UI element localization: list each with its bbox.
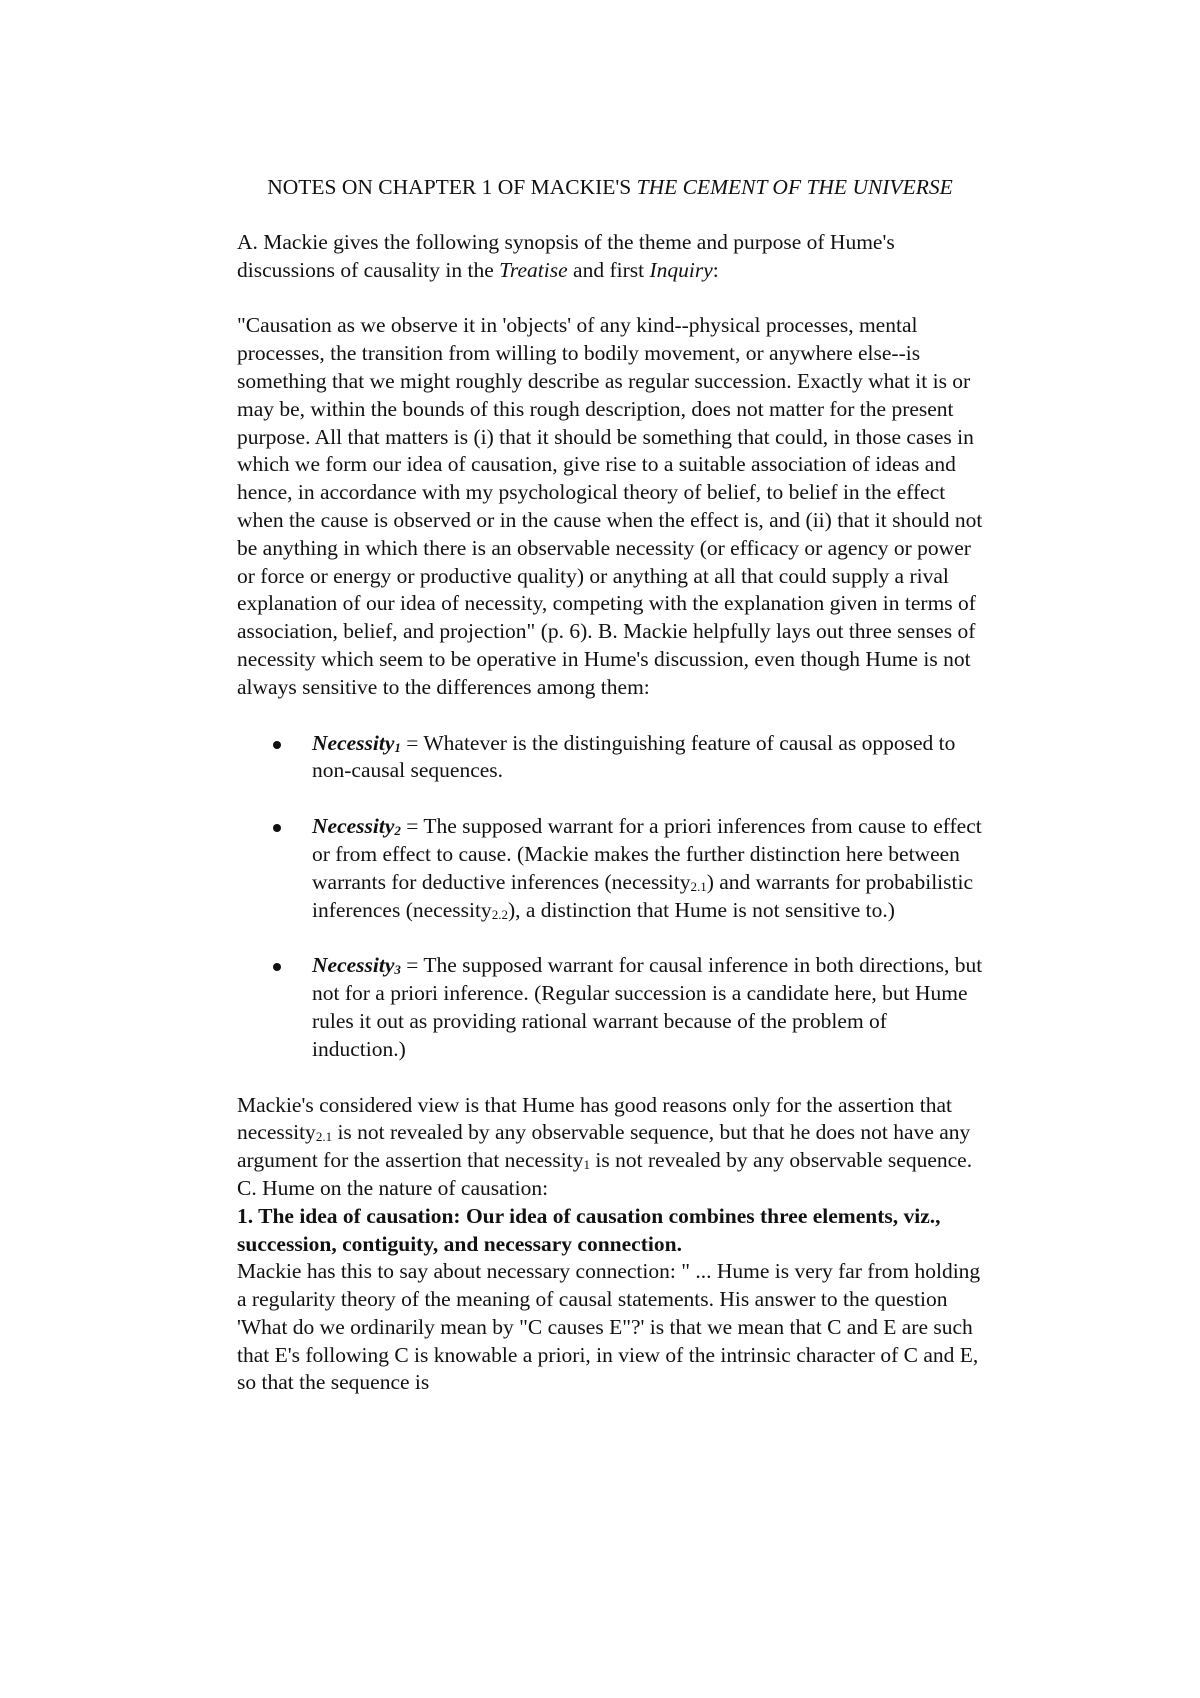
subscript-1: 1 bbox=[583, 1157, 590, 1173]
considered-text-3: is not revealed by any observable sequence. bbox=[590, 1148, 973, 1173]
intro-inquiry: Inquiry bbox=[649, 257, 713, 282]
subscript-2-2: 2.2 bbox=[491, 906, 508, 922]
list-item-necessity-2 bbox=[237, 813, 983, 924]
necessary-connection-text: Mackie has this to say about necessary connection: " ... Hume is very far from holding a regularity theory of the meaning of causal statements. His answer to the question 'What do we ordinarily mean by "C causes E"?' is that we mean that C and E are such that E's following C is knowable a priori, in view of the intrinsic character of C and E, so that the sequence is bbox=[237, 1259, 981, 1395]
bullet-icon bbox=[273, 824, 281, 832]
intro-text-2: and first bbox=[567, 257, 650, 282]
necessity-list bbox=[237, 730, 983, 1064]
term-definition-2: ) and warrants for probabilistic inferences (necessity bbox=[312, 869, 973, 922]
term-label: Necessity bbox=[312, 814, 395, 839]
page-title bbox=[237, 174, 983, 202]
term-subscript: 1 bbox=[394, 739, 401, 755]
term-definition-1: = The supposed warrant for a priori inferences from cause to effect or from effect to cause. (Mackie makes the further distinction here between warrants for deductive inferences (necessity bbox=[312, 814, 982, 894]
term-subscript: 2 bbox=[394, 823, 401, 839]
term-definition: = Whatever is the distinguishing feature of causal as opposed to non-causal sequences. bbox=[312, 730, 956, 783]
title-book-name: THE CEMENT OF THE UNIVERSE bbox=[636, 175, 953, 199]
bullet-icon bbox=[273, 741, 281, 749]
intro-text-1: A. Mackie gives the following synopsis of the theme and purpose of Hume's discussions of causality in the bbox=[237, 229, 895, 282]
document-body bbox=[237, 174, 983, 1397]
intro-treatise: Treatise bbox=[499, 257, 568, 282]
considered-text-2: is not revealed by any observable sequence, but that he does not have any argument for the assertion that necessity bbox=[237, 1120, 971, 1173]
subscript-2-1: 2.1 bbox=[315, 1129, 333, 1145]
bullet-icon bbox=[273, 963, 281, 971]
list-item-necessity-1 bbox=[237, 730, 983, 786]
term-label: Necessity bbox=[312, 953, 395, 978]
term-definition-3: ), a distinction that Hume is not sensitive to.) bbox=[507, 897, 895, 922]
mackie-quote: "Causation as we observe it in 'objects' of any kind--physical processes, mental processes, the transition from willing to bodily movement, or anywhere else--is something that we might roughly describe as regular succession. Exactly what it is or may be, within the bounds of this rough description, does not matter for the present purpose. All that matters is (i) that it should be something that could, in those cases in which we form our idea of causation, give rise to a suitable association of ideas and hence, in accordance with my psychological theory of belief, to belief in the effect when the cause is observed or in the cause when the effect is, and (ii) that it should not be anything in which there is an observable necessity (or efficacy or agency or power or force or energy or productive quality) or anything at all that could supply a rival explanation of our idea of necessity, competing with the explanation given in terms of association, belief, and projection" (p. 6). B. Mackie helpfully lays out three senses of necessity which seem to be operative in Hume's discussion, even though Hume is not always sensitive to the differences among them: bbox=[237, 313, 983, 699]
causation-idea-heading: 1. The idea of causation: Our idea of causation combines three elements, viz., succession, contiguity, and necessary connection. bbox=[237, 1203, 941, 1256]
considered-text-1: Mackie's considered view is that Hume has good reasons only for the assertion that necessity bbox=[237, 1092, 952, 1145]
intro-text-3: : bbox=[712, 257, 719, 282]
section-c-heading: C. Hume on the nature of causation: bbox=[237, 1175, 549, 1200]
considered-view bbox=[237, 1092, 983, 1175]
subscript-2-1: 2.1 bbox=[690, 878, 707, 894]
section-a-intro bbox=[237, 229, 983, 285]
term-subscript: 3 bbox=[394, 962, 401, 978]
title-prefix: NOTES ON CHAPTER 1 OF MACKIE'S bbox=[267, 175, 637, 199]
term-definition: = The supposed warrant for causal inference in both directions, but not for a priori inference. (Regular succession is a candidate here, but Hume rules it out as providing rational warrant because of the problem of induction.) bbox=[312, 953, 983, 1061]
list-item-necessity-3 bbox=[237, 952, 983, 1063]
term-label: Necessity bbox=[312, 730, 395, 755]
